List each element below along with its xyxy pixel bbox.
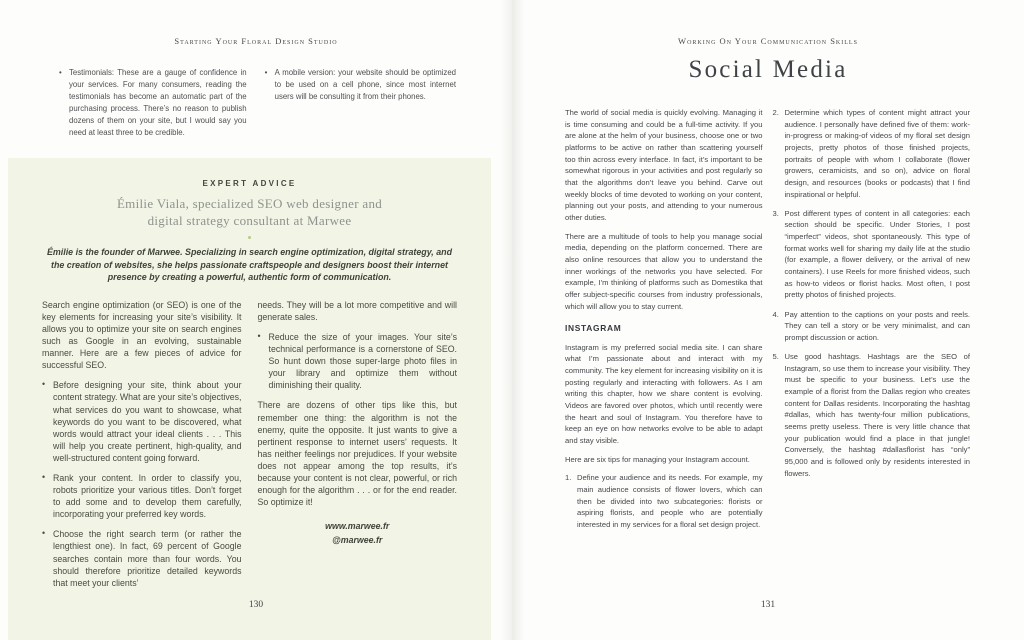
tip-item-1 bbox=[565, 472, 763, 530]
box-column-left bbox=[42, 299, 242, 589]
section-heading-instagram: INSTAGRAM bbox=[565, 323, 622, 334]
tip-number: 3. bbox=[772, 208, 779, 218]
right-page bbox=[512, 0, 1024, 640]
social-handle: @marwee.fr bbox=[332, 534, 383, 545]
tip-text: Use good hashtags. Hashtags are the SEO of Instagram, so use them to increase your visibility. They must be specific to your business. Let’s use the example of a florist from the Dallas region who creates content for Dallas residents. Incorporating the hashtag #dallas, which has twenty-four million publications, seems pretty useless. There is very little chance that your publication would find a place in that jungle! Conversely, the hashtag #dallasflorist has “only” 95,000 and is followed only by residents interested in flowers. bbox=[784, 351, 970, 478]
list-item-search-term: • Choose the right search term (or rather the lengthiest one). In fact, 69 percent of Google searches contain more than four words. You should therefore prioritize detailed keywords that meet your clients’ bbox=[42, 528, 242, 588]
body-column-right bbox=[773, 107, 971, 531]
tip-item-2 bbox=[773, 107, 971, 200]
tip-number: 4. bbox=[772, 309, 779, 319]
chapter-title: Social Media bbox=[688, 56, 848, 83]
divider-dot-icon bbox=[248, 236, 251, 239]
paragraph-seo-lead: Search engine optimization (or SEO) is one of the key elements for increasing your site’s visibility. It allows you to optimize your site on search engines such as Google in an evolving, sustainable manner. Here are a few pieces of advice for successful SEO. bbox=[42, 299, 242, 371]
paragraph-social-media-evolving: The world of social media is quickly evolving. Managing it is time consuming and could be a full-time activity. If you are alone at the helm of your business, choose one or two platforms to be active on rather than scattering yourself too thin across every interface. In fact, it’s important to be somewhat rigorous in your activities and post regularly so that the algorithms don’t leave you behind. Carve out weekly blocks of time devoted to working on your content, planning out your posts, and attending to your numerous other duties. bbox=[565, 108, 763, 222]
tip-text: Define your audience and its needs. For example, my main audience consists of flower lovers, which can then be divided into two subcategories: florists or aspiring florists, and people who are potentially interested in my services for a floral set design project. bbox=[577, 473, 763, 529]
expert-title bbox=[42, 196, 457, 229]
paragraph-continuation: needs. They will be a lot more competitive and will generate sales. bbox=[257, 299, 457, 322]
tip-number: 2. bbox=[772, 108, 779, 117]
page-number-right: 131 bbox=[760, 600, 776, 610]
paragraph-tools-resources: There are a multitude of tools to help you manage social media, depending on the platform concerned. There are also online resources that allow you to understand the inner workings of the networks you have selected. For example, I’m thinking of platforms such as Domestika that offer subject-specific courses from industry professionals, which will allow you to stay current. bbox=[565, 231, 763, 311]
list-item-mobile-version: • A mobile version: your website should be optimized to be used on a cell phone, since most internet users will be consulting it from their phones. bbox=[264, 67, 456, 140]
body-columns bbox=[565, 107, 970, 531]
expert-title-line2: digital strategy consultant at Marwee bbox=[147, 212, 352, 228]
list-item-image-size: • Reduce the size of your images. Your site’s technical performance is a cornerstone of SEO. So hunt down those super-large photo files in your library and optimize them without diminishing their quality. bbox=[258, 331, 458, 391]
tip-text: Post different types of content in all categories: each section should be specific. Under Stories, I post “imperfect” videos, shot spontaneously. This type of format works well for sharing my daily life at the studio (for example, a flower delivery, or the arrival of new containers). I use Reels for more finished videos, such as how-to videos or florist hacks. Most often, I post pretty photos of finished projects. bbox=[784, 208, 970, 300]
running-head-left: Starting Your Floral Design Studio bbox=[174, 36, 338, 46]
expert-advice-box bbox=[8, 158, 491, 640]
contact-links bbox=[258, 520, 458, 547]
tip-text: Determine which types of content might attract your audience. I personally have defined five of them: work-in-progress or making-of videos of my floral set design projects, pretty photos of those finished projects, portraits of people with whom I collaborate (flower growers, ceramicists, and so on), advice on floral design, and resources (books or podcasts) that I find inspirational or helpful. bbox=[784, 108, 970, 199]
paragraph-instagram: Instagram is my preferred social media site. I can share what I’m passionate about and interact with my community. The key element for increasing visibility on it is posting regularly and interacting with followers. As I am writing this chapter, how we share content is evolving. Videos are favored over photos, which until recently were the heart and soul of Instagram. You therefore have to keep an eye on how networks evolve to be able to adapt and stay visible. bbox=[565, 342, 763, 446]
tip-item-3 bbox=[773, 208, 971, 301]
expert-box-columns bbox=[42, 299, 457, 589]
website-checklist bbox=[58, 67, 456, 140]
body-column-left bbox=[565, 107, 763, 531]
running-head-right: Working On Your Communication Skills bbox=[678, 36, 858, 46]
expert-advice-kicker: EXPERT ADVICE bbox=[202, 179, 297, 188]
website-url: www.marwee.fr bbox=[325, 521, 390, 532]
expert-title-line1: Émilie Viala, specialized SEO web designer and bbox=[116, 196, 383, 211]
box-column-right bbox=[258, 299, 458, 589]
list-item-content-strategy: • Before designing your site, think about your content strategy. What are your site’s objectives, what services do you want to showcase, what keywords do you want to be discovered, what words would attract your ideal clients . . . This will help you create pertinent, high-quality, and well-structured content going forward. bbox=[42, 379, 242, 464]
page-number-left: 130 bbox=[248, 600, 264, 610]
list-item-rank-content: • Rank your content. In order to classify you, robots prioritize your various titles. Don’t forget to add some and to develop them carefully, incorporating your preferred key words. bbox=[42, 472, 242, 520]
expert-bio: Émilie is the founder of Marwee. Specializing in search engine optimization, digital strategy, and the creation of websites, she helps passionate craftspeople and designers boost their internet presence by creating a powerful, authentic form of communication. bbox=[46, 247, 453, 283]
paragraph-closing: There are dozens of other tips like this, but remember one thing: the algorithm is not the enemy, quite the opposite. It just wants to give a pertinent response to internet users’ requests. It has neither feelings nor prejudices. If your website does not appear among the top results, it’s because your content is not clear, powerful, or rich enough for the algorithm . . . or for the end reader. So optimize it! bbox=[257, 400, 457, 508]
tip-item-5 bbox=[773, 351, 971, 479]
paragraph-tips-lead: Here are six tips for managing your Instagram account. bbox=[565, 454, 750, 464]
tip-text: Pay attention to the captions on your posts and reels. They can tell a story or be very minimalist, and can prompt discussion or action. bbox=[784, 309, 970, 342]
tip-number: 5. bbox=[772, 351, 779, 361]
list-item-testimonials: • Testimonials: These are a gauge of confidence in your services. For many consumers, reading the testimonials has become an automatic part of the purchasing process. There’s no reason to publish dozens of them on your site, but I would say you need at least three to be credible. bbox=[58, 67, 247, 140]
tip-number: 1. bbox=[565, 473, 572, 483]
tip-item-4 bbox=[773, 309, 971, 344]
